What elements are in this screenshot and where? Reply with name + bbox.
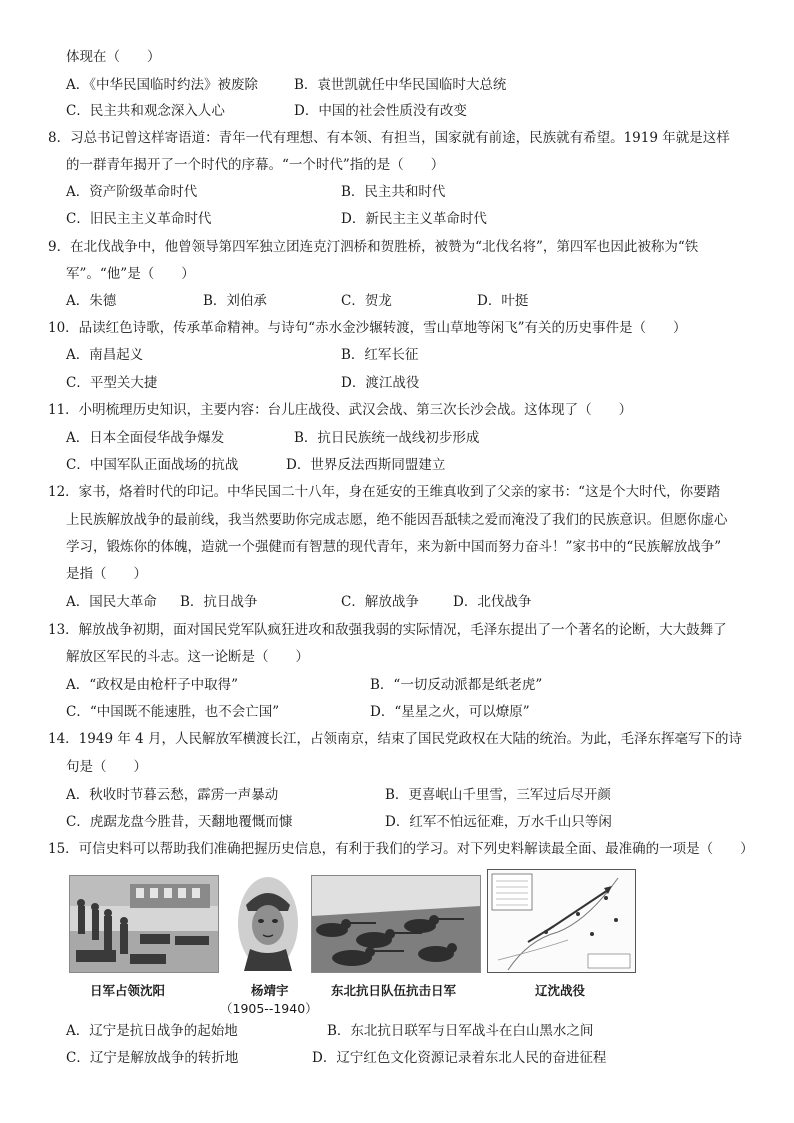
caption-northeast-resistance: 东北抗日队伍抗击日军 [331, 983, 457, 998]
q11-option-a[interactable]: A．日本全面侵华战争爆发 [66, 430, 225, 446]
q14-stem-line2: 句是（ ） [66, 759, 147, 775]
q14-option-c[interactable]: C．虎踞龙盘今胜昔，天翻地覆慨而慷 [66, 814, 293, 830]
q9-option-a[interactable]: A．朱德 [66, 293, 117, 309]
q7-option-c[interactable]: C．民主共和观念深入人心 [66, 103, 225, 119]
q12-stem-line3: 学习，锻炼你的体魄，造就一个强健而有智慧的现代青年，来为新中国而努力奋斗！”家书中的“民族解放战争” [66, 539, 722, 555]
q9-stem-line2: 军”。“他”是（ ） [66, 266, 195, 282]
q9-stem-line1: 9．在北伐战争中，他曾领导第四军独立团连克汀泗桥和贺胜桥，被赞为“北伐名将”，第四军也因此被称为“铁 [48, 239, 699, 255]
caption-yang-jingyu-years: （1905--1940） [220, 1001, 318, 1016]
q7-stem-continuation: 体现在（ ） [66, 49, 161, 65]
q10-option-a[interactable]: A．南昌起义 [66, 347, 144, 363]
q10-option-d[interactable]: D．渡江战役 [341, 375, 420, 391]
q7-option-b[interactable]: B．袁世凯就任中华民国临时大总统 [294, 77, 507, 93]
q12-stem-line2: 上民族解放战争的最前线，我当然要助你完成志愿，绝不能因吾舐犊之爱而淹没了我们的民族意识。但愿你虚心 [66, 512, 728, 528]
map-liaoshen-campaign [487, 869, 636, 973]
q12-option-d[interactable]: D．北伐战争 [453, 594, 532, 610]
caption-liaoshen-campaign: 辽沈战役 [535, 983, 586, 998]
q15-option-c[interactable]: C．辽宁是解放战争的转折地 [66, 1050, 239, 1066]
q14-option-b[interactable]: B．更喜岷山千里雪，三军过后尽开颜 [385, 787, 611, 803]
q8-stem-line2: 的一群青年揭开了一个时代的序幕。“一个时代”指的是（ ） [66, 157, 445, 173]
q12-option-a[interactable]: A．国民大革命 [66, 594, 157, 610]
q11-option-c[interactable]: C．中国军队正面战场的抗战 [66, 457, 239, 473]
q13-option-b[interactable]: B．“一切反动派都是纸老虎” [370, 677, 543, 693]
q13-stem-line1: 13．解放战争初期，面对国民党军队疯狂进攻和敌强我弱的实际情况，毛泽东提出了一个著名的论断，大大鼓舞了 [48, 622, 727, 638]
q12-stem-line4: 是指（ ） [66, 566, 147, 582]
q10-stem: 10．品读红色诗歌，传承革命精神。与诗句“赤水金沙辗转渡，雪山草地等闲飞”有关的历史事件是（ ） [48, 320, 687, 336]
q15-option-b[interactable]: B．东北抗日联军与日军战斗在白山黑水之间 [327, 1023, 594, 1039]
caption-yang-jingyu-name: 杨靖宇 [251, 983, 289, 998]
q9-option-b[interactable]: B．刘伯承 [203, 293, 267, 309]
portrait-yang-jingyu [236, 875, 300, 971]
q9-option-d[interactable]: D．叶挺 [477, 293, 529, 309]
q15-option-d[interactable]: D．辽宁红色文化资源记录着东北人民的奋进征程 [312, 1050, 607, 1066]
q12-stem-line1: 12．家书，烙着时代的印记。中华民国二十八年，身在延安的王维真收到了父亲的家书：“这是个大时代，你要踏 [48, 484, 721, 500]
q11-option-d[interactable]: D．世界反法西斯同盟建立 [286, 457, 446, 473]
q14-option-a[interactable]: A．秋收时节暮云愁，霹雳一声暴动 [66, 787, 279, 803]
q10-option-b[interactable]: B．红军长征 [341, 347, 419, 363]
q13-option-c[interactable]: C．“中国既不能速胜，也不会亡国” [66, 704, 280, 720]
q14-stem-line1: 14．1949 年 4 月，人民解放军横渡长江，占领南京，结束了国民党政权在大陆的统治。为此，毛泽东挥毫写下的诗 [48, 731, 742, 747]
q7-option-d[interactable]: D．中国的社会性质没有改变 [294, 103, 467, 119]
q12-option-b[interactable]: B．抗日战争 [180, 594, 258, 610]
q10-option-c[interactable]: C．平型关大捷 [66, 375, 158, 391]
q9-option-c[interactable]: C．贺龙 [341, 293, 392, 309]
q8-stem-line1: 8．习总书记曾这样寄语道：青年一代有理想、有本领、有担当，国家就有前途，民族就有希望。1919 年就是这样 [48, 130, 730, 146]
q8-option-a[interactable]: A．资产阶级革命时代 [66, 184, 198, 200]
q7-option-a[interactable]: A．《中华民国临时约法》被废除 [66, 77, 258, 93]
q8-option-c[interactable]: C．旧民主主义革命时代 [66, 211, 212, 227]
photo-northeast-resistance-fighters [311, 875, 481, 973]
photo-japanese-army-occupy-shenyang [69, 875, 219, 973]
q15-option-a[interactable]: A．辽宁是抗日战争的起始地 [66, 1023, 238, 1039]
q12-option-c[interactable]: C．解放战争 [341, 594, 419, 610]
q8-option-d[interactable]: D．新民主主义革命时代 [341, 211, 487, 227]
q14-option-d[interactable]: D．红军不怕远征难，万水千山只等闲 [385, 814, 612, 830]
q8-option-b[interactable]: B．民主共和时代 [341, 184, 446, 200]
q13-option-d[interactable]: D．“星星之火，可以燎原” [370, 704, 530, 720]
q13-stem-line2: 解放区军民的斗志。这一论断是（ ） [66, 649, 309, 665]
caption-japanese-occupy-shenyang: 日军占领沈阳 [90, 983, 166, 998]
q13-option-a[interactable]: A．“政权是由枪杆子中取得” [66, 677, 239, 693]
q11-stem: 11．小明梳理历史知识，主要内容：台儿庄战役、武汉会战、第三次长沙会战。这体现了（ ） [48, 402, 633, 418]
q15-stem: 15．可信史料可以帮助我们准确把握历史信息，有利于我们的学习。对下列史料解读最全面、最准确的一项是（ ） [48, 841, 754, 857]
q11-option-b[interactable]: B．抗日民族统一战线初步形成 [294, 430, 480, 446]
